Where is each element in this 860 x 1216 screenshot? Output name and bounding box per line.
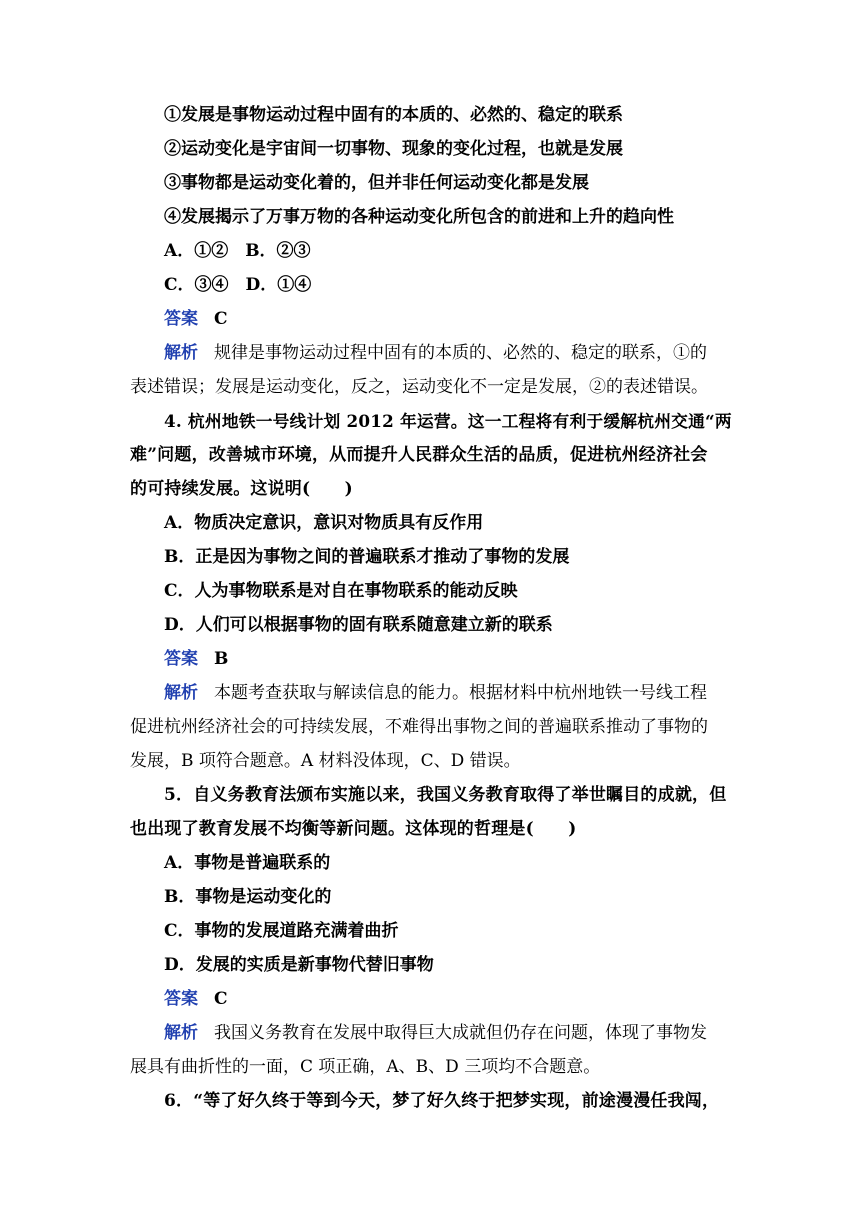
q3-option-1: ①发展是事物运动过程中固有的本质的、必然的、稳定的联系 (164, 105, 623, 125)
q3-answer-row (130, 302, 732, 336)
q5-choice-d: D．发展的实质是新事物代替旧事物 (164, 955, 434, 975)
explanation-label: 解析 (164, 683, 198, 703)
q5-choice-c: C．事物的发展道路充满着曲折 (164, 921, 399, 941)
q3-explanation-text-2: 表述错误；发展是运动变化，反之，运动变化不一定是发展，②的表述错误。 (130, 377, 708, 397)
q5-choice-b: B．事物是运动变化的 (164, 887, 332, 907)
q4-choice-b: B．正是因为事物之间的普遍联系才推动了事物的发展 (164, 547, 570, 567)
q4-explanation-row-1 (130, 676, 732, 710)
answer-label: 答案 (164, 989, 198, 1009)
q3-option-4: ④发展揭示了万事万物的各种运动变化所包含的前进和上升的趋向性 (164, 207, 674, 227)
q4-stem-3: 的可持续发展。这说明( ) (130, 479, 353, 499)
q5-stem-1: 5．自义务教育法颁布实施以来，我国义务教育取得了举世瞩目的成就，但 (164, 785, 727, 805)
q5-explanation-text-2: 展具有曲折性的一面，C 项正确，A、B、D 三项均不合题意。 (130, 1057, 601, 1077)
q5-stem-2: 也出现了教育发展不均衡等新问题。这体现的哲理是( ) (130, 819, 577, 839)
q4-answer-row (130, 642, 732, 676)
q3-choices-ab: A．①② B．②③ (164, 241, 311, 261)
q3-explanation-row-1 (130, 336, 732, 370)
q4-stem-1: 4. 杭州地铁一号线计划 2012 年运营。这一工程将有利于缓解杭州交通“两 (164, 411, 732, 431)
q4-explanation-text-1: 本题考查获取与解读信息的能力。根据材料中杭州地铁一号线工程 (214, 683, 707, 703)
answer-label: 答案 (164, 309, 198, 329)
q5-answer: C (214, 989, 228, 1009)
q5-answer-row (130, 982, 732, 1016)
q4-answer: B (214, 649, 229, 669)
q4-explanation-text-3: 发展，B 项符合题意。A 材料没体现，C、D 错误。 (130, 751, 521, 771)
q3-answer: C (214, 309, 228, 329)
q3-option-2: ②运动变化是宇宙间一切事物、现象的变化过程，也就是发展 (164, 139, 623, 159)
document-page (130, 98, 732, 1118)
q4-explanation-text-2: 促进杭州经济社会的可持续发展，不难得出事物之间的普遍联系推动了事物的 (130, 717, 708, 737)
q4-stem-2: 难”问题，改善城市环境，从而提升人民群众生活的品质，促进杭州经济社会 (130, 445, 708, 465)
q4-choice-a: A．物质决定意识，意识对物质具有反作用 (164, 513, 484, 533)
answer-label: 答案 (164, 649, 198, 669)
explanation-label: 解析 (164, 1023, 198, 1043)
q4-choice-d: D．人们可以根据事物的固有联系随意建立新的联系 (164, 615, 553, 635)
q5-explanation-row-1 (130, 1016, 732, 1050)
q5-choice-a: A．事物是普遍联系的 (164, 853, 331, 873)
q3-choices-cd: C．③④ D．①④ (164, 275, 312, 295)
q4-choice-c: C．人为事物联系是对自在事物联系的能动反映 (164, 581, 518, 601)
explanation-label: 解析 (164, 343, 198, 363)
q6-stem-1: 6．“等了好久终于等到今天，梦了好久终于把梦实现，前途漫漫任我闯， (164, 1091, 720, 1111)
q3-option-3: ③事物都是运动变化着的，但并非任何运动变化都是发展 (164, 173, 589, 193)
q3-explanation-text-1: 规律是事物运动过程中固有的本质的、必然的、稳定的联系，①的 (214, 343, 707, 363)
q5-explanation-text-1: 我国义务教育在发展中取得巨大成就但仍存在问题，体现了事物发 (214, 1023, 707, 1043)
